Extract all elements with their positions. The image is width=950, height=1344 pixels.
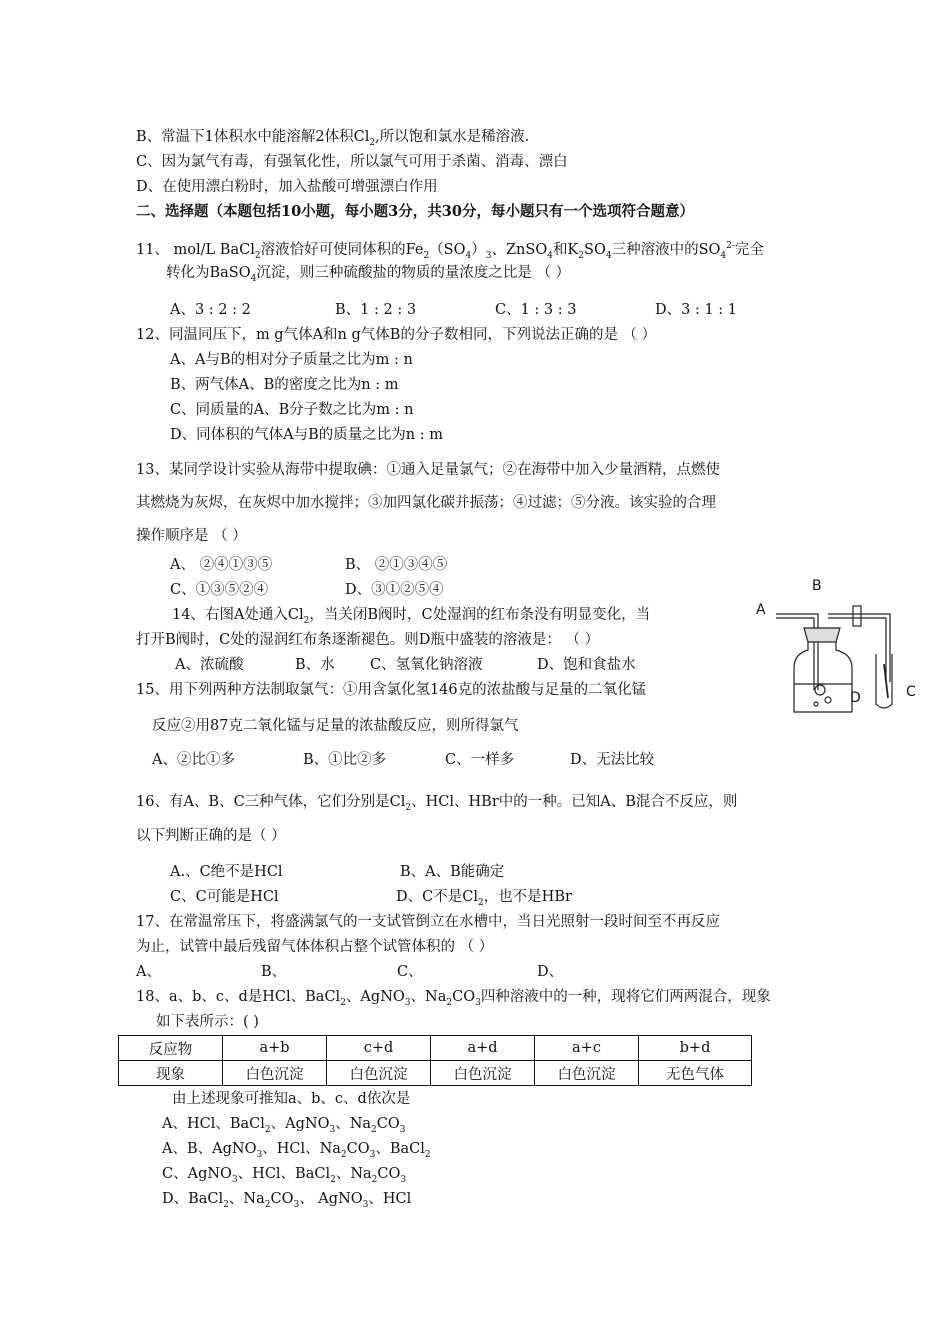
q17-option-a: A、 xyxy=(136,964,161,980)
q13-stem-3: 操作顺序是 （ ） xyxy=(136,528,247,544)
q14-option-a: A、浓硫酸 xyxy=(175,657,244,673)
q15-option-a: A、②比①多 xyxy=(152,752,235,768)
q14-option-c: C、氢氧化钠溶液 xyxy=(370,657,483,673)
section-title: 二、选择题（本题包括10小题，每小题3分，共30分，每小题只有一个选项符合题意） xyxy=(136,203,694,220)
q13-option-c: C、①③⑤②④ xyxy=(170,582,269,598)
apparatus-figure xyxy=(748,572,928,722)
label-c: C xyxy=(906,684,916,700)
label-d: D xyxy=(850,690,861,706)
table-cell: 白色沉淀 xyxy=(223,1061,327,1086)
q13-stem-2: 其燃烧为灰烬，在灰烬中加水搅拌；③加四氯化碳并振荡；④过滤；⑤分液。该实验的合理 xyxy=(136,495,716,511)
prev-option-b: B、常温下1体积水中能溶解2体积$Cl_2$,所以饱和氯水是稀溶液. xyxy=(136,129,530,148)
reaction-table xyxy=(118,1035,752,1086)
q14-option-b: B、水 xyxy=(295,657,335,673)
q11-stem-cont: 转化为BaSO$_4$沉淀，则三种硫酸盐的物质的量浓度之比是 （ ） xyxy=(166,265,571,284)
q18-option-a: A、HCl、BaCl$_2$、AgNO$_3$、$Na_2CO_3$ xyxy=(162,1116,406,1135)
q11-option-d: D、3 : 1 : 1 xyxy=(655,302,738,318)
table-header-cell: c+d xyxy=(327,1036,431,1061)
q12-option-a: A、A与B的相对分子质量之比为m : n xyxy=(170,352,413,368)
q16-stem-2: 以下判断正确的是（ ） xyxy=(136,828,286,844)
q17-option-c: C、 xyxy=(397,964,423,980)
q14-stem-1: 14、右图A处通入$Cl_2$，当关闭B阀时，C处湿润的红布条没有明显变化，当 xyxy=(172,607,651,626)
label-a: A xyxy=(756,602,766,618)
q12-option-d: D、同体积的气体A与B的质量之比为n : m xyxy=(170,427,443,443)
q11-stem: 11、 mol/L BaCl$_2$溶液恰好可使同体积的$Fe_2(SO_4)_3$、ZnSO$_4$和$K_2SO_4$三种溶液中的$SO_4^{2-}$完全 xyxy=(136,241,764,261)
q13-option-b: B、 ②①③④⑤ xyxy=(345,557,448,573)
gas-bottle-diagram xyxy=(748,572,928,722)
q12-stem: 12、同温同压下，m g气体A和n g气体B的分子数相同，下列说法正确的是 （ ） xyxy=(136,327,657,343)
q15-option-d: D、无法比较 xyxy=(570,752,655,768)
table-row xyxy=(119,1061,752,1086)
q11-option-c: C、1 : 3 : 3 xyxy=(495,302,577,318)
q16-option-d: D、C不是$Cl_2$，也不是HBr xyxy=(396,889,572,908)
q18-stem-1: 18、a、b、c、d是HCl、BaCl$_2$、AgNO$_3$、$Na_2CO_3$四种溶液中的一种，现将它们两两混合，现象 xyxy=(136,989,771,1008)
table-header-cell: a+d xyxy=(431,1036,535,1061)
q17-stem-2: 为止，试管中最后残留气体体积占整个试管体积的 （ ） xyxy=(136,939,494,955)
q17-stem-1: 17、在常温常压下，将盛满氯气的一支试管倒立在水槽中，当日光照射一段时间至不再反应 xyxy=(136,914,720,930)
q17-option-d: D、 xyxy=(537,964,564,980)
table-header-cell: a+c xyxy=(535,1036,639,1061)
table-cell: 白色沉淀 xyxy=(327,1061,431,1086)
table-cell: 现象 xyxy=(119,1061,223,1086)
prev-option-c: C、因为氯气有毒，有强氧化性，所以氯气可用于杀菌、消毒、漂白 xyxy=(136,154,568,170)
q18-option-c: C、AgNO$_3$、HCl、BaCl$_2$、$Na_2CO_3$ xyxy=(162,1166,407,1185)
q13-option-d: D、③①②⑤④ xyxy=(345,582,444,598)
q18-stem-2: 如下表所示：( ) xyxy=(156,1014,259,1030)
q18-option-d: D、BaCl$_2$、$Na_2CO_3$、 AgNO$_3$、HCl xyxy=(162,1191,412,1210)
q18-conclusion: 由上述现象可推知a、b、c、d依次是 xyxy=(172,1091,411,1107)
q15-stem-2: 反应②用87克二氧化锰与足量的浓盐酸反应，则所得氯气 xyxy=(152,718,519,734)
q16-option-c: C、C可能是HCl xyxy=(170,889,279,905)
q14-stem-2: 打开B阀时，C处的湿润红布条逐渐褪色。则D瓶中盛装的溶液是： （ ） xyxy=(136,632,600,648)
table-cell: 白色沉淀 xyxy=(431,1061,535,1086)
q15-stem-1: 15、用下列两种方法制取氯气：①用含氯化氢146克的浓盐酸与足量的二氧化锰 xyxy=(136,682,647,698)
table-header-cell: b+d xyxy=(639,1036,752,1061)
q16-option-b: B、A、B能确定 xyxy=(400,864,505,880)
q15-option-b: B、①比②多 xyxy=(303,752,387,768)
q13-option-a: A、 ②④①③⑤ xyxy=(170,557,273,573)
q12-option-b: B、两气体A、B的密度之比为n : m xyxy=(170,377,399,393)
q16-option-a: A.、C绝不是HCl xyxy=(170,864,283,880)
q15-option-c: C、一样多 xyxy=(445,752,515,768)
q11-option-a: A、3 : 2 : 2 xyxy=(170,302,251,318)
q14-option-d: D、饱和食盐水 xyxy=(537,657,636,673)
label-b: B xyxy=(812,578,822,594)
q18-option-b: A、B、AgNO$_3$、HCl、$Na_2CO_3$、BaCl$_2$ xyxy=(162,1141,431,1160)
q11-option-b: B、1 : 2 : 3 xyxy=(335,302,417,318)
q17-option-b: B、 xyxy=(261,964,287,980)
table-header-cell: a+b xyxy=(223,1036,327,1061)
table-cell: 无色气体 xyxy=(639,1061,752,1086)
table-cell: 白色沉淀 xyxy=(535,1061,639,1086)
table-row xyxy=(119,1036,752,1061)
prev-option-d: D、在使用漂白粉时，加入盐酸可增强漂白作用 xyxy=(136,179,438,195)
table-header-cell: 反应物 xyxy=(119,1036,223,1061)
q13-stem-1: 13、某同学设计实验从海带中提取碘：①通入足量氯气；②在海带中加入少量酒精，点燃使 xyxy=(136,462,720,478)
q12-option-c: C、同质量的A、B分子数之比为m : n xyxy=(170,402,414,418)
q16-stem-1: 16、有A、B、C三种气体，它们分别是$Cl_2$、HCl、HBr中的一种。已知A、B混合不反应，则 xyxy=(136,794,738,813)
